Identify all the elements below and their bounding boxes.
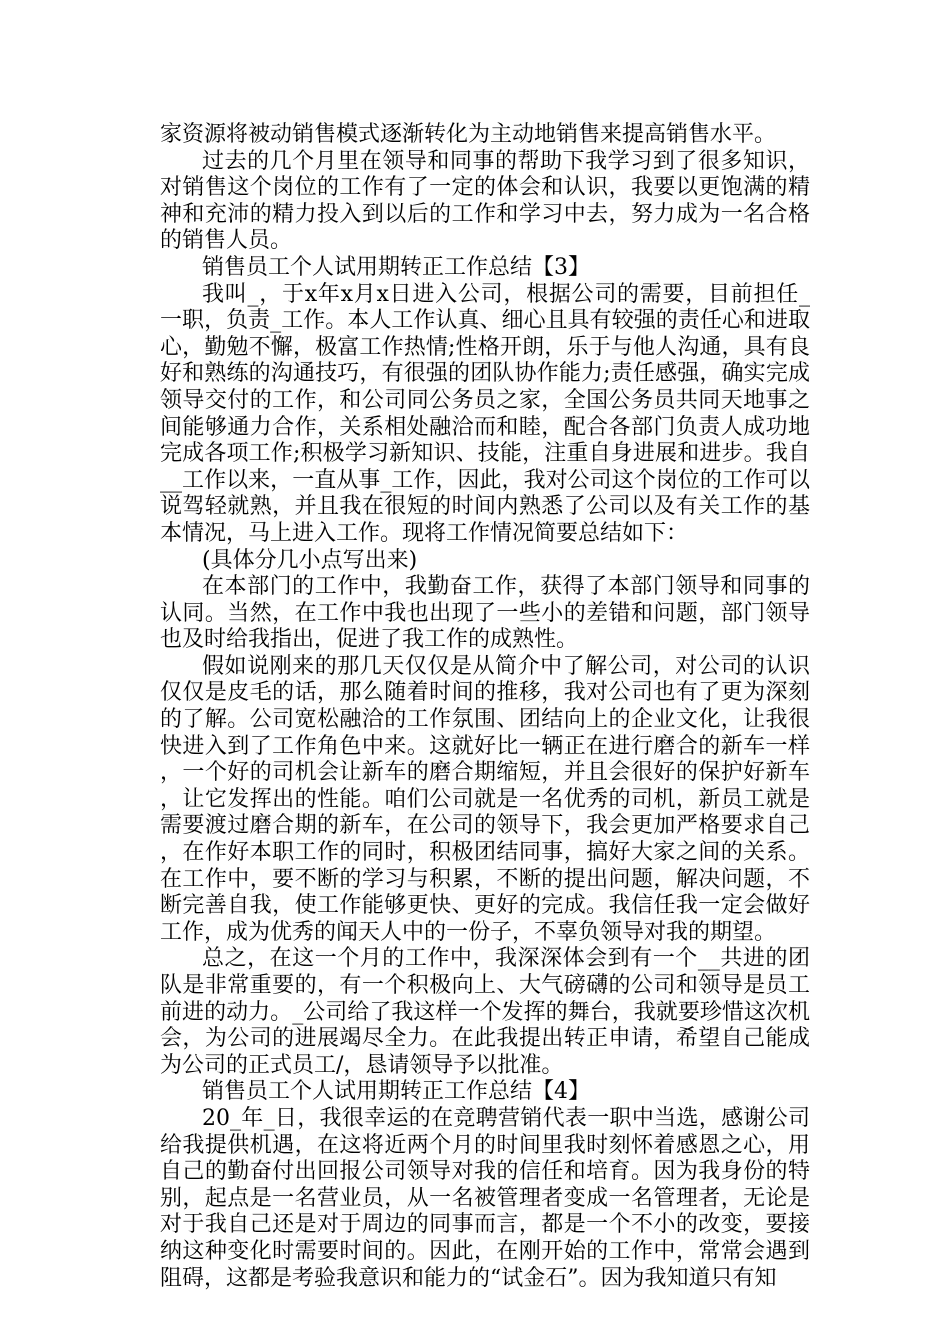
paragraph-department-work: 在本部门的工作中，我勤奋工作，获得了本部门领导和同事的认同。当然，在工作中我也出现了一些小的差错和问题，部门领导也及时给我指出，促进了我工作的成熟性。	[160, 574, 810, 653]
paragraph-conclusion: 总之，在这一个月的工作中，我深深体会到有一个__共进的团队是非常重要的，有一个积极向上、大气磅礴的公司和领导是员工前进的动力。_公司给了我这样一个发挥的舞台，我就要珍惜这次机会，为公司的进展竭尽全力。在此我提出转正申请，希望自己能成为公司的正式员工/，恳请领导予以批准。	[160, 946, 810, 1078]
paragraph-self-intro: 我叫_，于x年x月x日进入公司，根据公司的需要，目前担任_一职，负责_工作。本人工作认真、细心且具有较强的责任心和进取心，勤勉不懈，极富工作热情;性格开朗，乐于与他人沟通，具有良好和熟练的沟通技巧，有很强的团队协作能力;责任感强，确实完成领导交付的工作，和公司同公务员之家，全国公务员共同天地事之间能够通力合作，关系相处融洽而和睦，配合各部门负责人成功地完成各项工作;积极学习新知识、技能，注重自身进展和进步。我自__工作以来，一直从事_工作，因此，我对公司这个岗位的工作可以说驾轻就熟，并且我在很短的时间内熟悉了公司以及有关工作的基本情况，马上进入工作。现将工作情况简要总结如下：	[160, 281, 810, 546]
section-heading-3: 销售员工个人试用期转正工作总结【3】	[202, 254, 590, 280]
paragraph-reflection: 过去的几个月里在领导和同事的帮助下我学习到了很多知识，对销售这个岗位的工作有了一定的体会和认识，我要以更饱满的精神和充沛的精力投入到以后的工作和学习中去，努力成为一名合格的销售人员。	[160, 148, 810, 254]
paragraph-note: (具体分几小点写出来)	[202, 547, 418, 573]
paragraph-continuation: 家资源将被动销售模式逐渐转化为主动地销售来提高销售水平。	[160, 122, 777, 147]
document-page	[160, 122, 810, 1292]
paragraph-sales-rep: 20_年_日，我很幸运的在竞聘营销代表一职中当选，感谢公司给我提供机遇，在这将近两个月的时间里我时刻怀着感恩之心，用自己的勤奋付出回报公司领导对我的信任和培育。因为我身份的特别，起点是一名营业员，从一名被管理者变成一名管理者，无论是对于我自己还是对于周边的同事而言，都是一个不小的改变，要接纳这种变化时需要时间的。因此，在刚开始的工作中，常常会遇到阻碍，这都是考验我意识和能力的“试金石”。因为我知道只有知	[160, 1105, 810, 1291]
paragraph-company-understanding: 假如说刚来的那几天仅仅是从简介中了解公司，对公司的认识仅仅是皮毛的话，那么随着时间的推移，我对公司也有了更为深刻的了解。公司宽松融洽的工作氛围、团结向上的企业文化，让我很快进入到了工作角色中来。这就好比一辆正在进行磨合的新车一样，一个好的司机会让新车的磨合期缩短，并且会很好的保护好新车，让它发挥出的性能。咱们公司就是一名优秀的司机，新员工就是需要渡过磨合期的新车，在公司的领导下，我会更加严格要求自己，在作好本职工作的同时，积极团结同事，搞好大家之间的关系。在工作中，要不断的学习与积累，不断的提出问题，解决问题，不断完善自我，使工作能够更快、更好的完成。我信任我一定会做好工作，成为优秀的闻天人中的一份子，不辜负领导对我的期望。	[160, 653, 810, 945]
section-heading-4: 销售员工个人试用期转正工作总结【4】	[202, 1079, 590, 1105]
